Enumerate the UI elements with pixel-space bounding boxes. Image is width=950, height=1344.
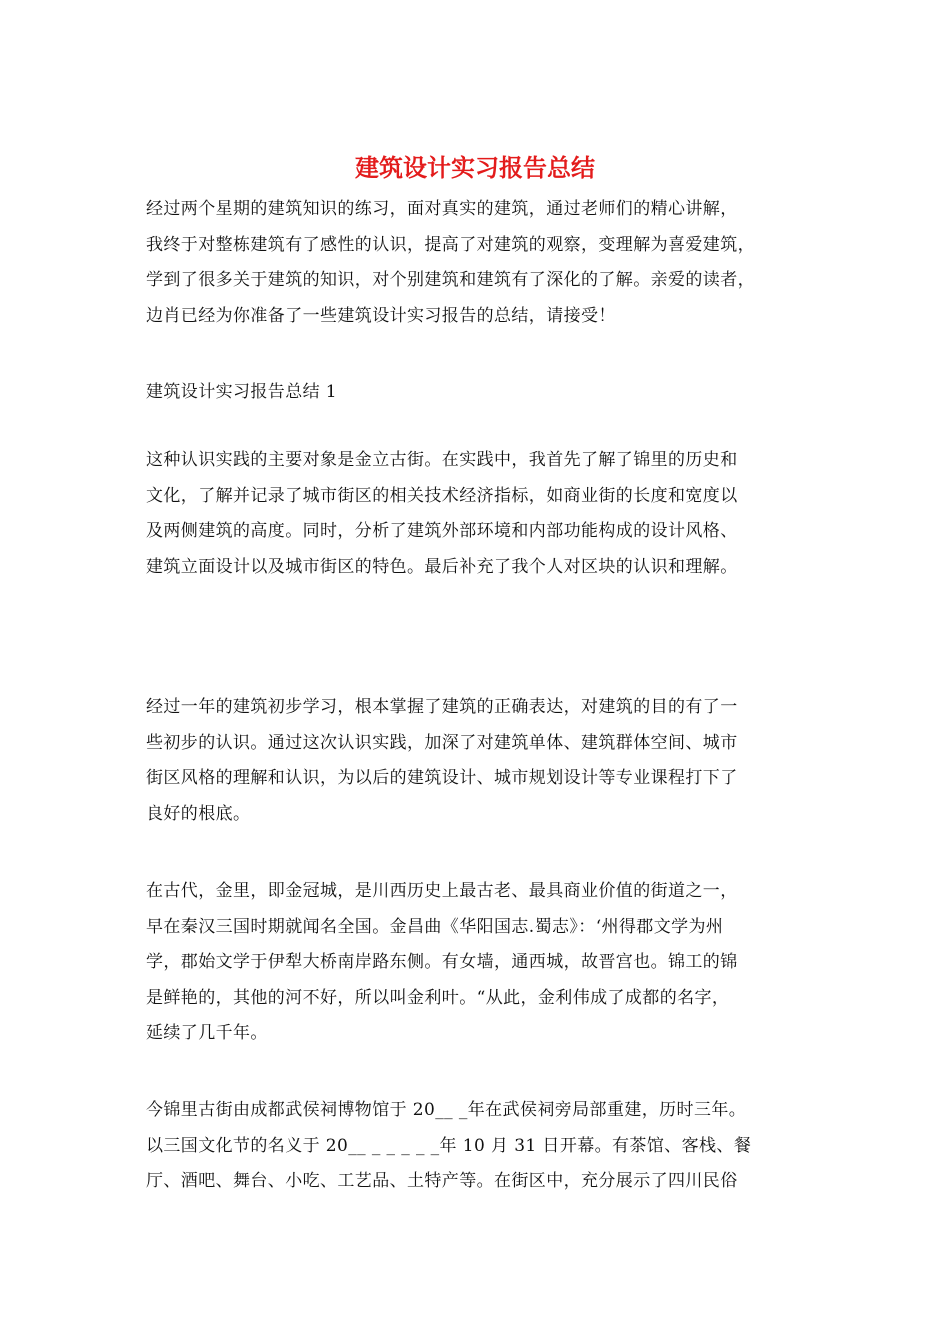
paragraph-line: 延续了几千年。: [146, 1023, 268, 1043]
paragraph-line: 经过一年的建筑初步学习，根本掌握了建筑的正确表达，对建筑的目的有了一: [146, 697, 738, 717]
intro-paragraph: [146, 192, 806, 334]
paragraph-line: 这种认识实践的主要对象是金立古街。在实践中，我首先了解了锦里的历史和: [146, 450, 738, 470]
paragraph-line: 学，郡始文学于伊犁大桥南岸路东侧。有女墙，通西城，故晋宫也。锦工的锦: [146, 952, 738, 972]
paragraph-line: 我终于对整栋建筑有了感性的认识，提高了对建筑的观察，变理解为喜爱建筑，: [146, 234, 755, 255]
paragraph-line: 良好的根底。: [146, 803, 251, 824]
paragraph-line: 是鲜艳的，其他的河不好，所以叫金利叶。“从此，金利伟成了成都的名字，: [146, 987, 730, 1008]
body-paragraph-1: [146, 443, 806, 585]
paragraph-line: 在古代，金里，即金冠城，是川西历史上最古老、最具商业价值的街道之一，: [146, 881, 738, 901]
paragraph-line: 厅、酒吧、舞台、小吃、工艺品、土特产等。在街区中，充分展示了四川民俗: [146, 1171, 738, 1191]
paragraph-line: 些初步的认识。通过这次认识实践，加深了对建筑单体、建筑群体空间、城市: [146, 732, 738, 753]
paragraph-line: 边肖已经为你准备了一些建筑设计实习报告的总结，请接受！: [146, 305, 616, 326]
document-title: 建筑设计实习报告总结: [355, 154, 595, 182]
body-paragraph-3: [146, 874, 806, 1052]
paragraph-line: 文化，了解并记录了城市街区的相关技术经济指标，如商业街的长度和宽度以: [146, 485, 738, 506]
body-paragraph-2: [146, 690, 806, 832]
body-paragraph-4: [146, 1093, 806, 1200]
paragraph-line: 早在秦汉三国时期就闻名全国。金昌曲《华阳国志.蜀志》：‘州得郡文学为州: [146, 916, 724, 937]
paragraph-line: 以三国文化节的名义于 20__ _ _ _ _ _年 10 月 31 日开幕。有茶馆、客栈、餐: [146, 1135, 752, 1156]
section-heading: 建筑设计实习报告总结 1: [146, 382, 338, 402]
paragraph-line: 今锦里古街由成都武侯祠博物馆于 20__ _年在武侯祠旁局部重建，历时三年。: [146, 1100, 747, 1120]
paragraph-line: 经过两个星期的建筑知识的练习，面对真实的建筑，通过老师们的精心讲解，: [146, 199, 738, 219]
paragraph-line: 街区风格的理解和认识，为以后的建筑设计、城市规划设计等专业课程打下了: [146, 768, 738, 788]
paragraph-line: 建筑立面设计以及城市街区的特色。最后补充了我个人对区块的认识和理解。: [146, 556, 738, 577]
paragraph-line: 及两侧建筑的高度。同时，分析了建筑外部环境和内部功能构成的设计风格、: [146, 521, 738, 541]
paragraph-line: 学到了很多关于建筑的知识，对个别建筑和建筑有了深化的了解。亲爱的读者，: [146, 270, 755, 290]
